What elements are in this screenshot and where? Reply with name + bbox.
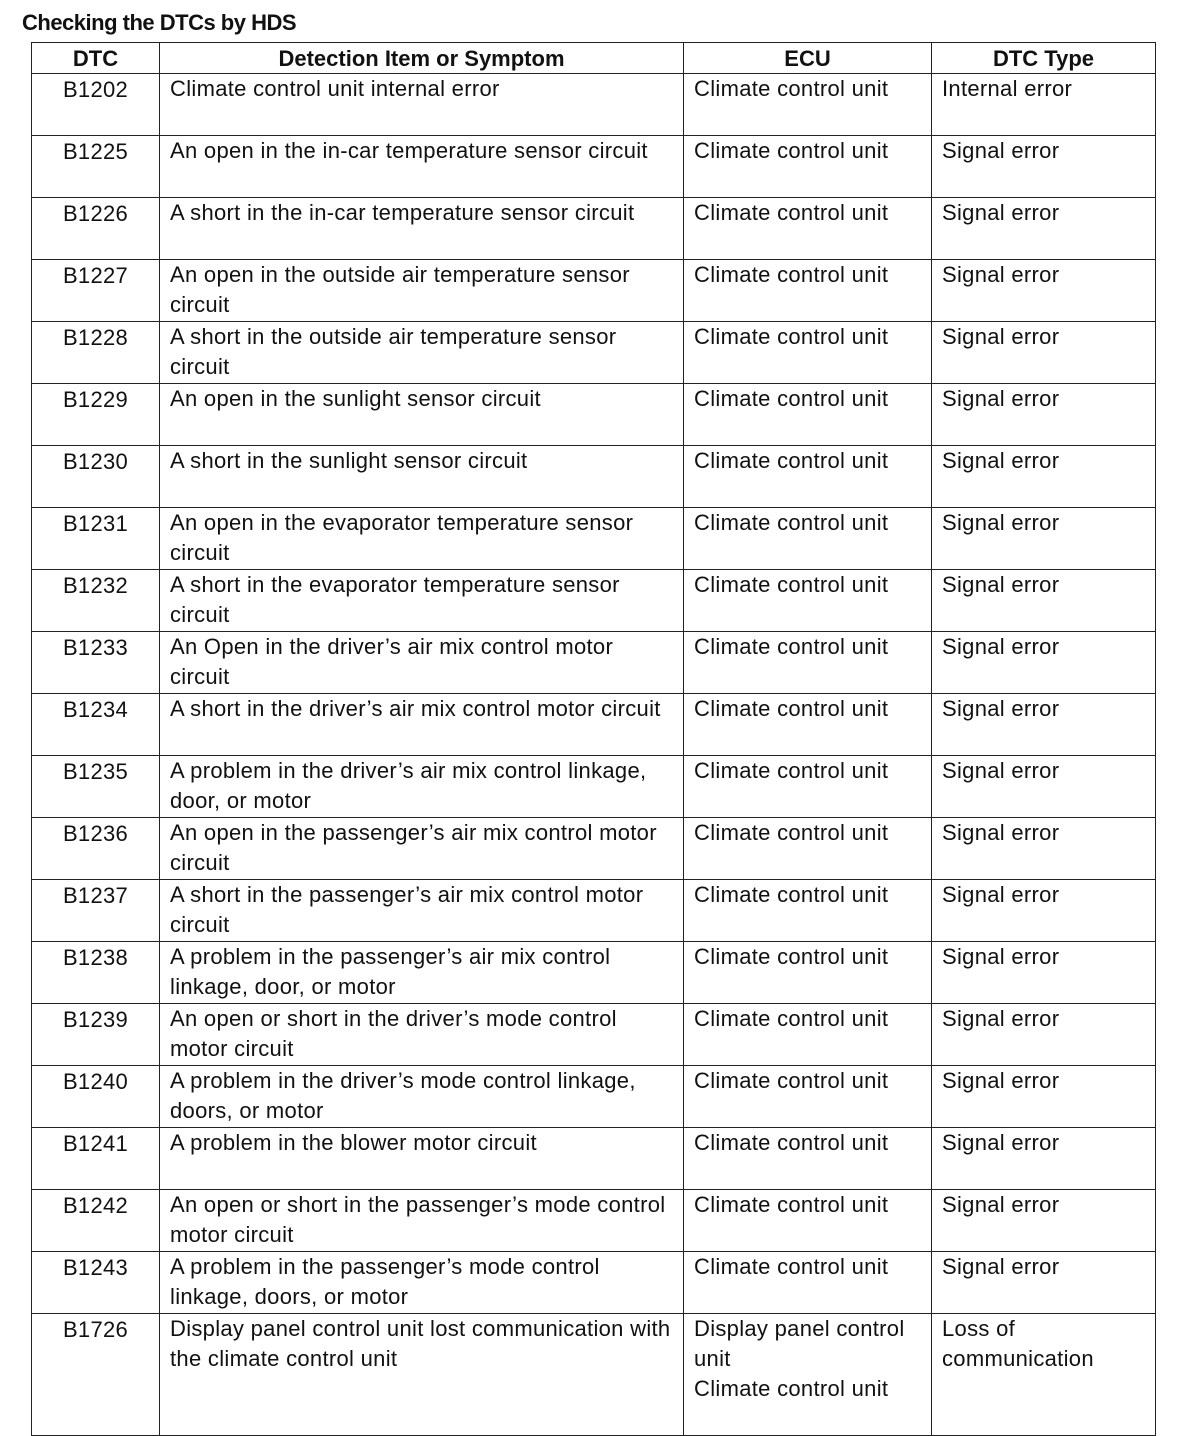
ecu-cell: Climate control unit [684,818,932,880]
ecu-cell: Climate control unit [684,136,932,198]
dtc-code: B1227 [32,260,160,322]
dtc-type: Signal error [932,198,1156,260]
dtc-type: Internal error [932,74,1156,136]
detection-item: An open in the passenger’s air mix control motor circuit [160,818,684,880]
detection-item: A short in the in-car temperature sensor circuit [160,198,684,260]
table-row [32,1190,1156,1252]
dtc-type: Signal error [932,880,1156,942]
table-row [32,198,1156,260]
dtc-code: B1241 [32,1128,160,1190]
table-row [32,694,1156,756]
dtc-code: B1240 [32,1066,160,1128]
detection-item: An open in the in-car temperature sensor circuit [160,136,684,198]
detection-item: An open in the sunlight sensor circuit [160,384,684,446]
dtc-type: Signal error [932,136,1156,198]
dtc-code: B1233 [32,632,160,694]
dtc-type: Loss of communication [932,1314,1156,1436]
detection-item: A problem in the blower motor circuit [160,1128,684,1190]
detection-item: An open in the evaporator temperature sensor circuit [160,508,684,570]
dtc-code: B1234 [32,694,160,756]
ecu-cell: Climate control unit [684,74,932,136]
dtc-code: B1243 [32,1252,160,1314]
ecu-cell: Climate control unit [684,880,932,942]
dtc-type: Signal error [932,1128,1156,1190]
dtc-code: B1228 [32,322,160,384]
ecu-line: Climate control unit [694,1376,889,1401]
dtc-code: B1235 [32,756,160,818]
ecu-cell [684,1314,932,1436]
detection-item: Display panel control unit lost communication with the climate control unit [160,1314,684,1436]
dtc-type: Signal error [932,570,1156,632]
ecu-cell: Climate control unit [684,1190,932,1252]
header-dtc: DTC [32,43,160,74]
table-header-row [32,43,1156,74]
detection-item: A problem in the passenger’s air mix control linkage, door, or motor [160,942,684,1004]
ecu-cell: Climate control unit [684,1252,932,1314]
detection-item: A problem in the passenger’s mode control linkage, doors, or motor [160,1252,684,1314]
dtc-type: Signal error [932,384,1156,446]
table-row [32,74,1156,136]
table-row [32,880,1156,942]
table-row [32,1252,1156,1314]
detection-item: An Open in the driver’s air mix control motor circuit [160,632,684,694]
dtc-type: Signal error [932,446,1156,508]
table-row [32,632,1156,694]
ecu-cell: Climate control unit [684,570,932,632]
table-row [32,136,1156,198]
dtc-code: B1231 [32,508,160,570]
table-row [32,1128,1156,1190]
dtc-type: Signal error [932,1252,1156,1314]
table-row [32,1066,1156,1128]
dtc-type: Signal error [932,1066,1156,1128]
table-row [32,818,1156,880]
dtc-type: Signal error [932,942,1156,1004]
table-row [32,756,1156,818]
table-row [32,1004,1156,1066]
dtc-code: B1226 [32,198,160,260]
page-title: Checking the DTCs by HDS [22,10,297,35]
detection-item: An open or short in the passenger’s mode control motor circuit [160,1190,684,1252]
detection-item: A problem in the driver’s mode control linkage, doors, or motor [160,1066,684,1128]
detection-item: A short in the sunlight sensor circuit [160,446,684,508]
ecu-cell: Climate control unit [684,446,932,508]
ecu-cell: Climate control unit [684,322,932,384]
ecu-cell: Climate control unit [684,1004,932,1066]
dtc-code: B1238 [32,942,160,1004]
dtc-type: Signal error [932,694,1156,756]
detection-item: A short in the driver’s air mix control motor circuit [160,694,684,756]
ecu-line: Display panel control unit [694,1316,905,1371]
detection-item: An open or short in the driver’s mode control motor circuit [160,1004,684,1066]
dtc-code: B1242 [32,1190,160,1252]
dtc-type: Signal error [932,756,1156,818]
detection-item: A short in the evaporator temperature sensor circuit [160,570,684,632]
ecu-cell: Climate control unit [684,508,932,570]
table-row [32,260,1156,322]
ecu-cell: Climate control unit [684,632,932,694]
header-detection: Detection Item or Symptom [160,43,684,74]
ecu-cell: Climate control unit [684,694,932,756]
header-dtc-type: DTC Type [932,43,1156,74]
table-row [32,942,1156,1004]
header-ecu: ECU [684,43,932,74]
dtc-type: Signal error [932,322,1156,384]
table-row [32,446,1156,508]
table-row [32,508,1156,570]
table-row [32,1314,1156,1436]
ecu-cell: Climate control unit [684,1066,932,1128]
dtc-type: Signal error [932,632,1156,694]
detection-item: An open in the outside air temperature sensor circuit [160,260,684,322]
detection-item: A short in the outside air temperature sensor circuit [160,322,684,384]
dtc-code: B1239 [32,1004,160,1066]
ecu-cell: Climate control unit [684,942,932,1004]
dtc-code: B1225 [32,136,160,198]
dtc-type: Signal error [932,1004,1156,1066]
dtc-table [31,42,1156,1436]
dtc-type: Signal error [932,508,1156,570]
dtc-type: Signal error [932,1190,1156,1252]
dtc-code: B1236 [32,818,160,880]
table-row [32,570,1156,632]
dtc-code: B1726 [32,1314,160,1436]
dtc-code: B1237 [32,880,160,942]
ecu-cell: Climate control unit [684,198,932,260]
table-row [32,322,1156,384]
ecu-cell: Climate control unit [684,1128,932,1190]
dtc-code: B1202 [32,74,160,136]
dtc-type: Signal error [932,260,1156,322]
detection-item: A problem in the driver’s air mix control linkage, door, or motor [160,756,684,818]
detection-item: A short in the passenger’s air mix control motor circuit [160,880,684,942]
dtc-type: Signal error [932,818,1156,880]
ecu-cell: Climate control unit [684,756,932,818]
dtc-code: B1230 [32,446,160,508]
table-row [32,384,1156,446]
dtc-code: B1232 [32,570,160,632]
detection-item: Climate control unit internal error [160,74,684,136]
ecu-cell: Climate control unit [684,384,932,446]
dtc-code: B1229 [32,384,160,446]
ecu-cell: Climate control unit [684,260,932,322]
